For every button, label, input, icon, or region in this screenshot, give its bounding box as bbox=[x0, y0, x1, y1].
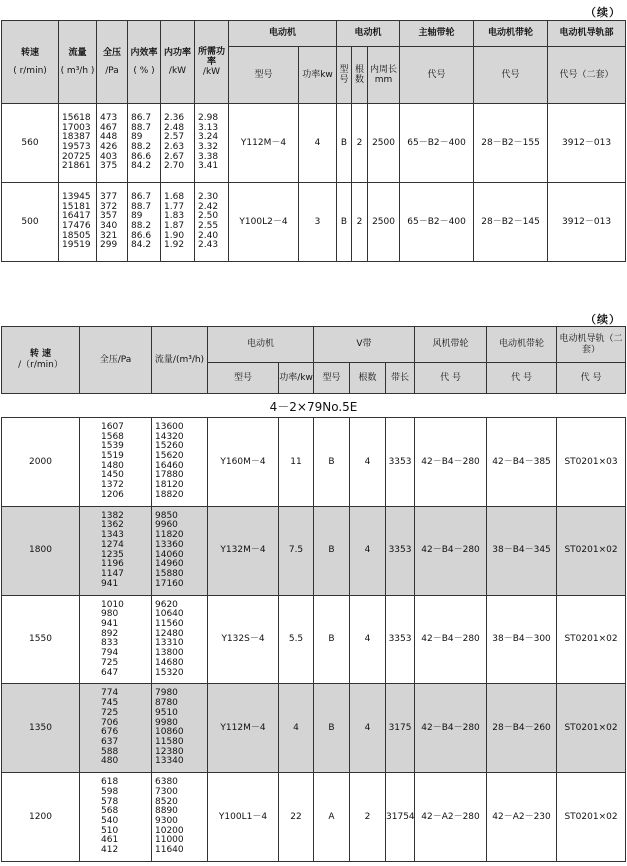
t1-pressure-value: 473 bbox=[100, 112, 118, 123]
t2-flow-value: 9850 bbox=[155, 510, 178, 521]
t2-vtype: B bbox=[314, 595, 350, 684]
t2-flow-value: 13310 bbox=[155, 638, 184, 649]
t2-pressure-value: 1607 bbox=[101, 421, 124, 432]
t1-flow-value: 15618 bbox=[62, 112, 91, 123]
t2-vlen: 3353 bbox=[386, 506, 415, 595]
t2-fan-pulley: 42－B4－280 bbox=[415, 595, 487, 684]
t2-flow-value: 17880 bbox=[155, 470, 184, 481]
t2-flow-value: 9960 bbox=[155, 520, 178, 531]
t2-pressure-value: 1539 bbox=[101, 441, 124, 452]
t1-ipower-value: 1.77 bbox=[164, 201, 185, 212]
t1-col-btype: 型号 bbox=[337, 47, 352, 104]
t1-len: 2500 bbox=[368, 183, 400, 262]
t1-group-motor: 电动机 bbox=[229, 21, 337, 47]
t2-rail: ST0201×02 bbox=[557, 506, 626, 595]
t2-pressure-value: 412 bbox=[101, 845, 119, 856]
t2-vcount: 4 bbox=[350, 506, 386, 595]
t2-pressure bbox=[80, 417, 152, 506]
t2-vcount: 4 bbox=[350, 595, 386, 684]
t1-rpower-value: 3.13 bbox=[198, 122, 219, 133]
t2-pressure-value: 1196 bbox=[101, 559, 124, 570]
table2-row bbox=[2, 684, 626, 773]
t1-eff-value: 88.7 bbox=[131, 201, 152, 212]
t2-flow bbox=[152, 506, 208, 595]
t2-pressure-value: 725 bbox=[101, 707, 119, 718]
t2-pressure-value: 480 bbox=[101, 756, 119, 767]
t2-pressure bbox=[80, 684, 152, 773]
table2-row bbox=[2, 773, 626, 862]
t1-kw: 4 bbox=[299, 104, 337, 183]
t1-col-motor-power: 功率kw bbox=[299, 47, 337, 104]
t2-pressure-value: 568 bbox=[101, 806, 119, 817]
t1-col-main-code: 代号 bbox=[400, 47, 474, 104]
t2-fan-pulley: 42－B4－280 bbox=[415, 506, 487, 595]
t2-flow-value: 8780 bbox=[155, 698, 178, 709]
t1-kw: 3 bbox=[299, 183, 337, 262]
t1-flow-value: 13945 bbox=[62, 191, 91, 202]
t2-pressure bbox=[80, 506, 152, 595]
t2-flow-value: 15620 bbox=[155, 451, 184, 462]
t2-flow-value: 13340 bbox=[155, 756, 184, 767]
t2-rail: ST0201×02 bbox=[557, 684, 626, 773]
t1-rpower-value: 2.98 bbox=[198, 112, 219, 123]
t2-fan-pulley: 42－A2－280 bbox=[415, 773, 487, 862]
continued-label-1: （续） bbox=[585, 6, 621, 19]
t1-flow-value: 18387 bbox=[62, 132, 91, 143]
t2-flow bbox=[152, 417, 208, 506]
t2-speed: 1350 bbox=[2, 684, 80, 773]
t1-eff-value: 86.7 bbox=[131, 112, 152, 123]
t2-flow-value: 10640 bbox=[155, 609, 184, 620]
t2-motor-pulley: 38－B4－300 bbox=[487, 595, 557, 684]
t1-rpower-value: 3.32 bbox=[198, 142, 219, 153]
t1-group-main-pulley: 主轴带轮 bbox=[400, 21, 474, 47]
t2-flow-value: 9300 bbox=[155, 816, 178, 827]
t2-col-motor-code: 代 号 bbox=[487, 363, 557, 393]
t2-flow-value: 14320 bbox=[155, 431, 184, 442]
table1-row bbox=[2, 183, 626, 262]
t2-vtype: B bbox=[314, 684, 350, 773]
t1-pressure-value: 448 bbox=[100, 132, 118, 143]
t1-speed: 560 bbox=[2, 104, 59, 183]
t1-col-eff: 内效率 ( % ) bbox=[128, 21, 161, 104]
t2-pressure-value: 461 bbox=[101, 835, 119, 846]
t1-eff-value: 88.7 bbox=[131, 122, 152, 133]
t1-pressure-value: 357 bbox=[100, 211, 118, 222]
t2-model: Y112M－4 bbox=[208, 684, 279, 773]
t1-col-len: 内周长mm bbox=[368, 47, 400, 104]
t1-pressure bbox=[97, 104, 128, 183]
t2-model: Y132M－4 bbox=[208, 506, 279, 595]
table-2 bbox=[1, 326, 626, 862]
t1-col-flow: 流量 ( m³/h ) bbox=[59, 21, 97, 104]
t2-pressure-value: 980 bbox=[101, 609, 119, 620]
t1-eff-value: 88.2 bbox=[131, 142, 152, 153]
t1-motor-pulley: 28－B2－145 bbox=[474, 183, 548, 262]
t1-pressure-value: 426 bbox=[100, 142, 118, 153]
t2-flow bbox=[152, 595, 208, 684]
t2-pressure-value: 1147 bbox=[101, 568, 124, 579]
t2-pressure-value: 1519 bbox=[101, 451, 124, 462]
t1-eff-value: 86.7 bbox=[131, 191, 152, 202]
t1-flow-value: 20725 bbox=[62, 151, 91, 162]
t1-rpower bbox=[195, 104, 229, 183]
t1-pressure-value: 403 bbox=[100, 151, 118, 162]
t2-col-fan-code: 代 号 bbox=[415, 363, 487, 393]
t1-ipower-value: 1.83 bbox=[164, 211, 185, 222]
t2-pressure-value: 745 bbox=[101, 698, 119, 709]
t2-flow-value: 14960 bbox=[155, 559, 184, 570]
t1-eff-value: 89 bbox=[131, 132, 143, 143]
t1-pressure-value: 321 bbox=[100, 230, 118, 241]
t2-pressure-value: 1235 bbox=[101, 549, 124, 560]
t1-col-speed: 转速 ( r/min) bbox=[2, 21, 59, 104]
t1-pressure-value: 299 bbox=[100, 240, 118, 251]
t2-vtype: B bbox=[314, 506, 350, 595]
t2-col-flow: 流量/(m³/h) bbox=[152, 327, 208, 394]
t1-eff-value: 86.6 bbox=[131, 151, 152, 162]
t1-main-pulley: 65－B2－400 bbox=[400, 183, 474, 262]
t2-col-model: 型号 bbox=[208, 363, 279, 393]
t2-rail: ST0201×03 bbox=[557, 417, 626, 506]
t2-motor-pulley: 42－B4－385 bbox=[487, 417, 557, 506]
t1-col-ipower: 内功率 /kW bbox=[161, 21, 195, 104]
t2-fan-pulley: 42－B4－280 bbox=[415, 417, 487, 506]
t1-rail: 3912－013 bbox=[548, 183, 626, 262]
t2-flow-value: 10200 bbox=[155, 825, 184, 836]
t1-btype: B bbox=[337, 183, 352, 262]
t2-speed: 1200 bbox=[2, 773, 80, 862]
t2-vcount: 2 bbox=[350, 773, 386, 862]
t2-flow-value: 13360 bbox=[155, 539, 184, 550]
t1-ipower-value: 1.87 bbox=[164, 221, 185, 231]
t2-pressure-value: 706 bbox=[101, 717, 119, 728]
t1-rpower-value: 2.43 bbox=[198, 240, 219, 251]
t2-flow-value: 12480 bbox=[155, 628, 184, 639]
table1-header-row-1 bbox=[2, 21, 626, 47]
t2-col-speed: 转 速 /（r/min） bbox=[2, 327, 80, 394]
t2-section-spacer bbox=[2, 393, 626, 417]
continued-label-2: （续） bbox=[585, 313, 621, 326]
t2-col-vcount: 根数 bbox=[350, 363, 386, 393]
t2-group-motor-pulley: 电动机带轮 bbox=[487, 327, 557, 363]
section-label: 4－2×79No.5E bbox=[269, 400, 358, 414]
t1-flow bbox=[59, 104, 97, 183]
t2-flow-value: 16460 bbox=[155, 460, 184, 471]
t2-speed: 1800 bbox=[2, 506, 80, 595]
t2-group-vbelt: V带 bbox=[314, 327, 415, 363]
t2-fan-pulley: 42－B4－280 bbox=[415, 684, 487, 773]
t2-speed: 1550 bbox=[2, 595, 80, 684]
t2-pressure-value: 540 bbox=[101, 816, 119, 827]
t2-vcount: 4 bbox=[350, 417, 386, 506]
t1-speed: 500 bbox=[2, 183, 59, 262]
t1-pressure-value: 467 bbox=[100, 122, 118, 133]
t2-flow-value: 12380 bbox=[155, 746, 184, 757]
t2-pressure-value: 794 bbox=[101, 648, 119, 659]
t2-group-rail: 电动机导轨（二套） bbox=[557, 327, 626, 363]
t2-pressure-value: 892 bbox=[101, 628, 119, 639]
t2-flow-value: 18820 bbox=[155, 489, 184, 500]
t1-flow-value: 18505 bbox=[62, 230, 91, 241]
t2-power: 5.5 bbox=[279, 595, 314, 684]
t1-ipower-value: 2.48 bbox=[164, 122, 185, 133]
t1-count: 2 bbox=[352, 104, 368, 183]
t2-pressure-value: 1480 bbox=[101, 460, 124, 471]
t2-pressure-value: 833 bbox=[101, 638, 119, 649]
t1-motor: Y112M－4 bbox=[229, 104, 299, 183]
t2-pressure-value: 1568 bbox=[101, 431, 124, 442]
t2-pressure-value: 510 bbox=[101, 825, 119, 836]
t1-pressure-value: 375 bbox=[100, 161, 118, 172]
t1-len: 2500 bbox=[368, 104, 400, 183]
t2-flow-value: 14680 bbox=[155, 657, 184, 668]
t1-rpower-value: 3.38 bbox=[198, 151, 219, 162]
t2-motor-pulley: 28－B4－260 bbox=[487, 684, 557, 773]
t1-pressure-value: 340 bbox=[100, 221, 118, 231]
t2-flow-value: 13600 bbox=[155, 421, 184, 432]
t1-ipower-value: 1.92 bbox=[164, 240, 185, 251]
t2-pressure-value: 588 bbox=[101, 746, 119, 757]
t1-col-count: 根数 bbox=[352, 47, 368, 104]
t2-col-vlen: 带长 bbox=[386, 363, 415, 393]
t1-pressure-value: 377 bbox=[100, 191, 118, 202]
t1-eff-value: 84.2 bbox=[131, 240, 152, 251]
t2-flow-value: 11820 bbox=[155, 530, 184, 541]
t1-flow-value: 17003 bbox=[62, 122, 91, 133]
t2-flow-value: 8890 bbox=[155, 806, 178, 817]
t2-col-vtype: 型号 bbox=[314, 363, 350, 393]
t2-pressure-value: 676 bbox=[101, 727, 119, 738]
t2-pressure-value: 1382 bbox=[101, 510, 124, 521]
t1-col-motor-code: 代号 bbox=[474, 47, 548, 104]
t1-col-rail-code: 代号（二套） bbox=[548, 47, 626, 104]
t1-eff-value: 89 bbox=[131, 211, 143, 222]
t2-col-power: 功率/kw bbox=[279, 363, 314, 393]
t2-group-fan-pulley: 风机带轮 bbox=[415, 327, 487, 363]
t2-flow-value: 11560 bbox=[155, 619, 184, 629]
t1-btype: B bbox=[337, 104, 352, 183]
t1-rpower bbox=[195, 183, 229, 262]
t1-ipower-value: 1.90 bbox=[164, 230, 185, 241]
t1-col-rpower: 所需功率 /kW bbox=[195, 21, 229, 104]
t2-flow-value: 11000 bbox=[155, 835, 184, 846]
t2-model: Y100L1－4 bbox=[208, 773, 279, 862]
t1-main-pulley: 65－B2－400 bbox=[400, 104, 474, 183]
t2-motor-pulley: 38－B4－345 bbox=[487, 506, 557, 595]
t1-group-motor2: 电动机 bbox=[337, 21, 400, 47]
t2-pressure bbox=[80, 595, 152, 684]
t2-model: Y160M－4 bbox=[208, 417, 279, 506]
t2-vlen: 3353 bbox=[386, 595, 415, 684]
t2-vlen: 3353 bbox=[386, 417, 415, 506]
t2-flow-value: 17160 bbox=[155, 578, 184, 589]
t2-rail: ST0201×02 bbox=[557, 595, 626, 684]
t1-eff-value: 86.6 bbox=[131, 230, 152, 241]
table2-row bbox=[2, 595, 626, 684]
t1-ipower-value: 2.67 bbox=[164, 151, 185, 162]
t1-flow-value: 15181 bbox=[62, 201, 91, 212]
t1-ipower bbox=[161, 104, 195, 183]
t1-flow-value: 19573 bbox=[62, 142, 91, 153]
t2-rail: ST0201×02 bbox=[557, 773, 626, 862]
t1-flow-value: 17476 bbox=[62, 221, 91, 231]
t2-col-rail-code: 代 号 bbox=[557, 363, 626, 393]
t2-pressure-value: 1450 bbox=[101, 470, 124, 481]
t2-pressure-value: 647 bbox=[101, 667, 119, 678]
t2-flow bbox=[152, 684, 208, 773]
t1-col-motor-model: 型号 bbox=[229, 47, 299, 104]
t2-flow-value: 15880 bbox=[155, 568, 184, 579]
t2-pressure-value: 941 bbox=[101, 619, 119, 629]
t2-flow-value: 15320 bbox=[155, 667, 184, 678]
t2-vtype: B bbox=[314, 417, 350, 506]
t2-power: 4 bbox=[279, 684, 314, 773]
t2-flow-value: 9980 bbox=[155, 717, 178, 728]
t1-rail: 3912－013 bbox=[548, 104, 626, 183]
t1-rpower-value: 2.55 bbox=[198, 221, 219, 231]
t2-motor-pulley: 42－A2－230 bbox=[487, 773, 557, 862]
t1-ipower bbox=[161, 183, 195, 262]
t2-flow-value: 18120 bbox=[155, 480, 184, 491]
t2-pressure-value: 618 bbox=[101, 777, 119, 788]
t1-motor-pulley: 28－B2－155 bbox=[474, 104, 548, 183]
t1-pressure bbox=[97, 183, 128, 262]
t1-ipower-value: 1.68 bbox=[164, 191, 185, 202]
t2-pressure-value: 1372 bbox=[101, 480, 124, 491]
t2-pressure-value: 725 bbox=[101, 657, 119, 668]
t2-power: 11 bbox=[279, 417, 314, 506]
t2-pressure-value: 774 bbox=[101, 688, 119, 699]
t1-count: 2 bbox=[352, 183, 368, 262]
t2-pressure-value: 1343 bbox=[101, 530, 124, 541]
t2-vcount: 4 bbox=[350, 684, 386, 773]
t2-pressure-value: 1010 bbox=[101, 599, 124, 610]
t2-flow-value: 7300 bbox=[155, 786, 178, 797]
t2-vtype: A bbox=[314, 773, 350, 862]
t1-flow bbox=[59, 183, 97, 262]
t2-pressure-value: 598 bbox=[101, 786, 119, 797]
t2-power: 7.5 bbox=[279, 506, 314, 595]
t1-eff bbox=[128, 104, 161, 183]
t1-ipower-value: 2.70 bbox=[164, 161, 185, 172]
t1-rpower-value: 2.40 bbox=[198, 230, 219, 241]
t2-vlen: 3175 bbox=[386, 684, 415, 773]
t1-rpower-value: 3.24 bbox=[198, 132, 219, 143]
t1-ipower-value: 2.36 bbox=[164, 112, 185, 123]
t2-flow-value: 11640 bbox=[155, 845, 184, 856]
t1-group-motor-pulley: 电动机带轮 bbox=[474, 21, 548, 47]
t2-speed: 2000 bbox=[2, 417, 80, 506]
t2-model: Y132S－4 bbox=[208, 595, 279, 684]
table2-row bbox=[2, 417, 626, 506]
table-1 bbox=[1, 20, 626, 262]
t1-rpower-value: 2.42 bbox=[198, 201, 219, 212]
t2-pressure-value: 578 bbox=[101, 796, 119, 807]
t2-pressure-value: 1362 bbox=[101, 520, 124, 531]
t1-rpower-value: 2.30 bbox=[198, 191, 219, 202]
t2-pressure-value: 1206 bbox=[101, 489, 124, 500]
t2-flow-value: 8520 bbox=[155, 796, 178, 807]
t1-eff-value: 88.2 bbox=[131, 221, 152, 231]
t2-pressure bbox=[80, 773, 152, 862]
t1-motor: Y100L2－4 bbox=[229, 183, 299, 262]
t1-pressure-value: 372 bbox=[100, 201, 118, 212]
t1-flow-value: 19519 bbox=[62, 240, 91, 251]
t1-eff bbox=[128, 183, 161, 262]
t2-pressure-value: 637 bbox=[101, 736, 119, 747]
t2-pressure-value: 941 bbox=[101, 578, 119, 589]
t1-ipower-value: 2.63 bbox=[164, 142, 185, 153]
t2-flow-value: 11580 bbox=[155, 736, 184, 747]
t2-flow-value: 10860 bbox=[155, 727, 184, 738]
t2-flow-value: 14060 bbox=[155, 549, 184, 560]
t2-flow-value: 13800 bbox=[155, 648, 184, 659]
table1-row bbox=[2, 104, 626, 183]
t1-flow-value: 21861 bbox=[62, 161, 91, 172]
t1-rpower-value: 2.50 bbox=[198, 211, 219, 222]
t2-flow-value: 7980 bbox=[155, 688, 178, 699]
t2-flow-value: 6380 bbox=[155, 777, 178, 788]
table2-row bbox=[2, 506, 626, 595]
t2-group-motor: 电动机 bbox=[208, 327, 314, 363]
t2-col-pressure: 全压/Pa bbox=[80, 327, 152, 394]
t1-eff-value: 84.2 bbox=[131, 161, 152, 172]
table2-header-row-1 bbox=[2, 327, 626, 363]
t2-flow-value: 9620 bbox=[155, 599, 178, 610]
t1-group-rail: 电动机导轨部 bbox=[548, 21, 626, 47]
t1-rpower-value: 3.41 bbox=[198, 161, 219, 172]
t1-ipower-value: 2.57 bbox=[164, 132, 185, 143]
t1-col-pressure: 全压 /Pa bbox=[97, 21, 128, 104]
t2-flow bbox=[152, 773, 208, 862]
t1-flow-value: 16417 bbox=[62, 211, 91, 222]
t2-power: 22 bbox=[279, 773, 314, 862]
t2-vlen: 31754 bbox=[386, 773, 415, 862]
t2-flow-value: 15260 bbox=[155, 441, 184, 452]
t2-pressure-value: 1274 bbox=[101, 539, 124, 550]
t2-flow-value: 9510 bbox=[155, 707, 178, 718]
